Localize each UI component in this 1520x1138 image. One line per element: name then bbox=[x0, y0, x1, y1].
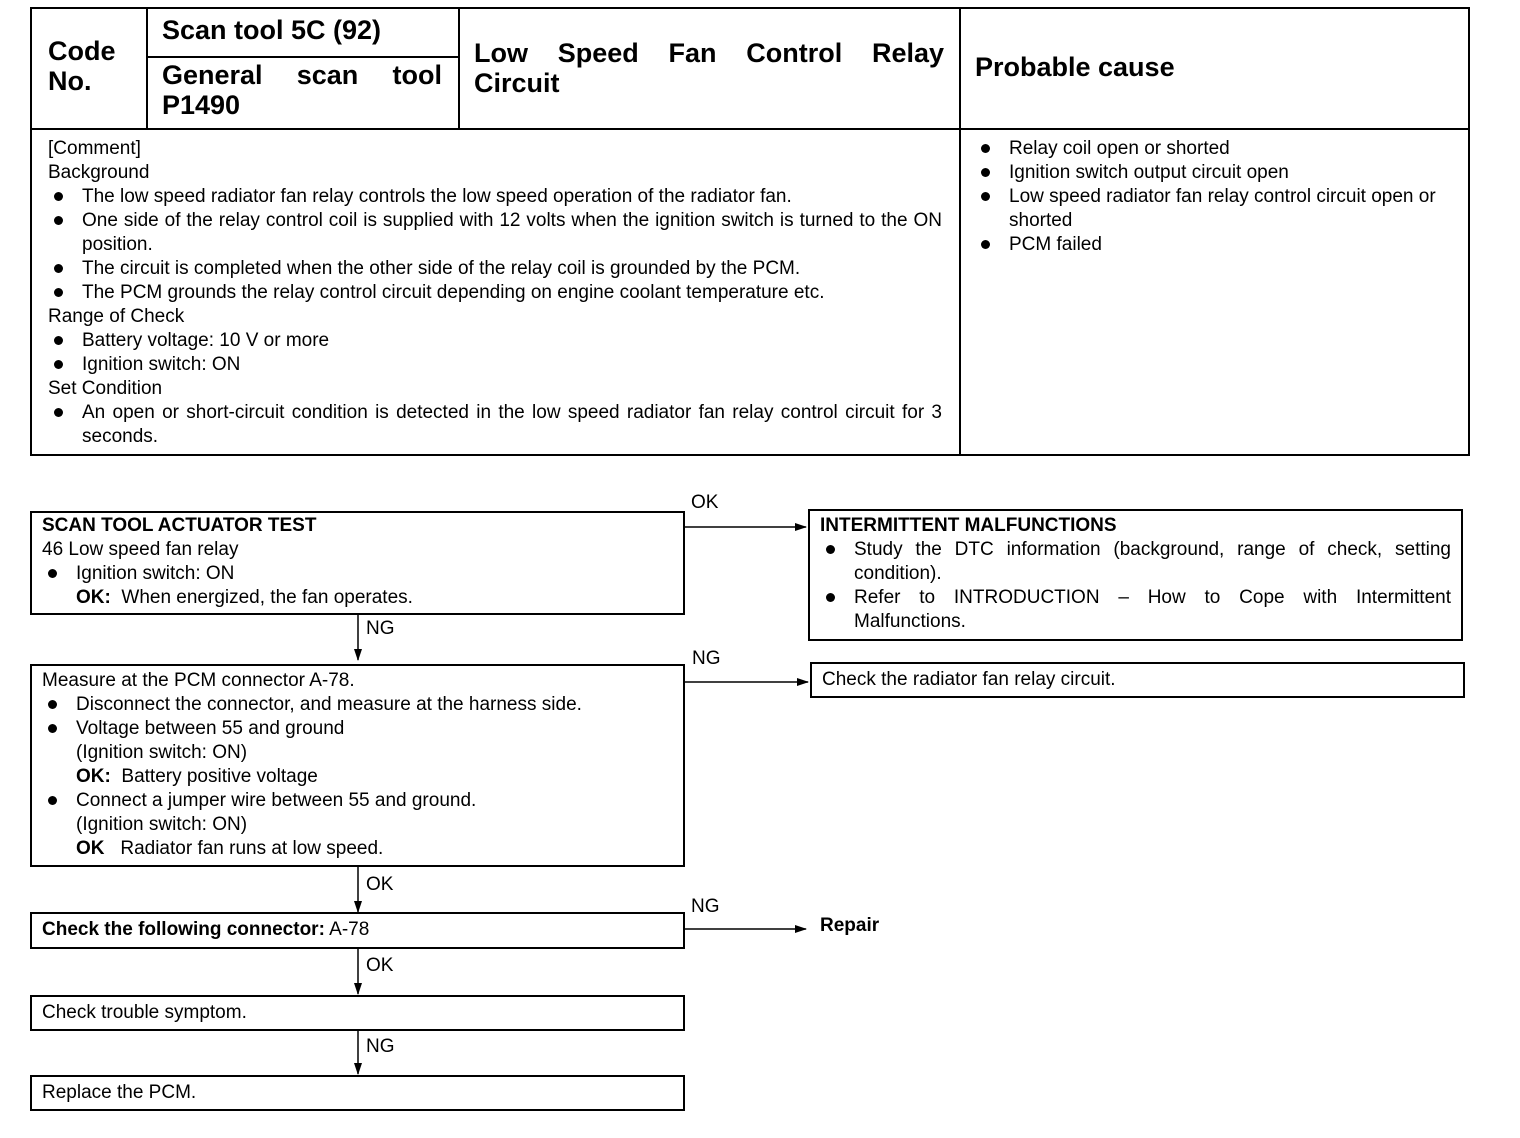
step2-bullet2-sub: (Ignition switch: ON) bbox=[76, 742, 248, 763]
ok-label: OK: bbox=[76, 587, 111, 608]
probable-cause-heading: Probable cause bbox=[975, 52, 1175, 82]
label-ok-down: OK bbox=[366, 874, 394, 895]
intermittent-malfunctions-box bbox=[808, 509, 1463, 641]
list-item: The circuit is completed when the other side of the relay coil is grounded by the PCM. bbox=[48, 257, 942, 281]
replace-pcm-box bbox=[30, 1075, 685, 1111]
check-relay-text: Check the radiator fan relay circuit. bbox=[822, 669, 1116, 690]
range-heading: Range of Check bbox=[48, 306, 185, 327]
step2-bullet2: Voltage between 55 and ground bbox=[76, 718, 345, 739]
step5-text: Replace the PCM. bbox=[42, 1082, 197, 1103]
check-trouble-symptom-box bbox=[30, 995, 685, 1031]
list-item: Relay coil open or shorted bbox=[975, 137, 1450, 161]
list-item: An open or short-circuit condition is detected in the low speed radiator fan relay control circuit for 3 seconds. bbox=[48, 401, 942, 449]
list-item: Disconnect the connector, and measure at the harness side. bbox=[42, 693, 683, 717]
step2-title: Measure at the PCM connector A-78. bbox=[42, 670, 355, 691]
step1-title: SCAN TOOL ACTUATOR TEST bbox=[42, 515, 317, 536]
intermittent-list bbox=[820, 538, 1451, 634]
page-title: Low Speed Fan Control Relay Circuit bbox=[474, 38, 944, 98]
label-ng-right: NG bbox=[692, 648, 721, 669]
list-item: The low speed radiator fan relay controls the low speed operation of the radiator fan. bbox=[48, 185, 942, 209]
list-item: Ignition switch: ON bbox=[42, 562, 683, 586]
step1-list bbox=[42, 562, 683, 586]
repair-text: Repair bbox=[820, 915, 880, 936]
label-ok-down: OK bbox=[366, 955, 394, 976]
list-item: Low speed radiator fan relay control circuit open or shorted bbox=[975, 185, 1450, 233]
scan-tool-actuator-test-box bbox=[30, 511, 685, 615]
step1-ok bbox=[42, 586, 683, 610]
ok-label: OK bbox=[76, 838, 105, 859]
list-item: Study the DTC information (background, range of check, setting condition). bbox=[820, 538, 1451, 586]
list-item: Ignition switch: ON bbox=[48, 353, 942, 377]
step2-bullet3-sub: (Ignition switch: ON) bbox=[76, 814, 248, 835]
list-item: One side of the relay control coil is supplied with 12 volts when the ignition switch is turned to the ON position. bbox=[48, 209, 942, 257]
background-heading: Background bbox=[48, 162, 150, 183]
label-ok-right: OK bbox=[691, 492, 719, 513]
ok-text: Battery positive voltage bbox=[121, 766, 318, 787]
scan-tool-code: Scan tool 5C (92) bbox=[162, 15, 382, 45]
list-item: The PCM grounds the relay control circuit depending on engine coolant temperature etc. bbox=[48, 281, 942, 305]
step2-list bbox=[42, 693, 683, 861]
step4-text: Check trouble symptom. bbox=[42, 1002, 247, 1023]
measure-pcm-connector-box bbox=[30, 664, 685, 867]
general-scan-tool-code: General scan tool P1490 bbox=[162, 60, 442, 120]
set-heading: Set Condition bbox=[48, 378, 163, 399]
step2-ok1 bbox=[76, 765, 683, 789]
code-no-label: Code No. bbox=[48, 36, 116, 96]
step2-ok2 bbox=[76, 837, 683, 861]
check-connector-box bbox=[30, 912, 685, 949]
list-item: Ignition switch output circuit open bbox=[975, 161, 1450, 185]
step2-bullet3: Connect a jumper wire between 55 and ground. bbox=[76, 790, 477, 811]
list-item bbox=[42, 789, 683, 861]
list-item: Battery voltage: 10 V or more bbox=[48, 329, 942, 353]
label-ng-down: NG bbox=[366, 618, 395, 639]
check-relay-circuit-box bbox=[810, 662, 1465, 698]
ok-text: When energized, the fan operates. bbox=[121, 587, 413, 608]
intermittent-title: INTERMITTENT MALFUNCTIONS bbox=[820, 515, 1117, 536]
label-ng-down: NG bbox=[366, 1036, 395, 1057]
step3-bold: Check the following connector: bbox=[42, 919, 325, 940]
ok-label: OK: bbox=[76, 766, 111, 787]
step3-text: A-78 bbox=[329, 919, 370, 940]
ok-text: Radiator fan runs at low speed. bbox=[120, 838, 384, 859]
step1-line1: 46 Low speed fan relay bbox=[42, 539, 239, 560]
list-item: PCM failed bbox=[975, 233, 1450, 257]
comment-label: [Comment] bbox=[48, 138, 141, 159]
list-item bbox=[42, 717, 683, 789]
list-item: Refer to INTRODUCTION – How to Cope with Intermittent Malfunctions. bbox=[820, 586, 1451, 634]
label-ng-right: NG bbox=[691, 896, 720, 917]
